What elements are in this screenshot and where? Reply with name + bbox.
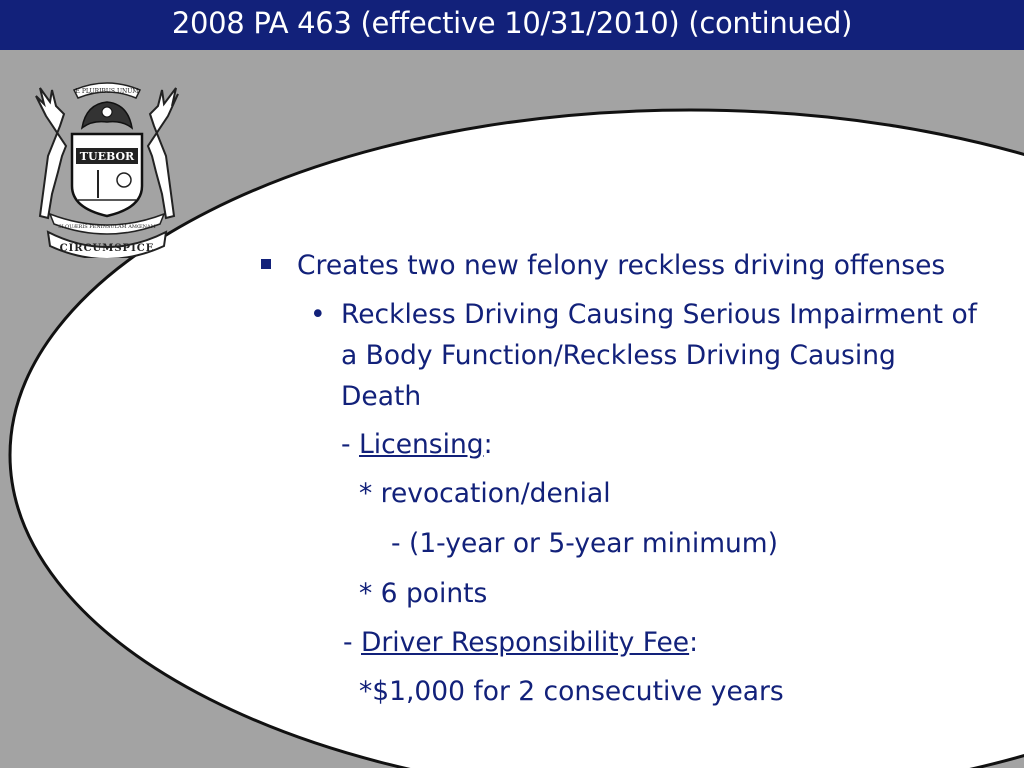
licensing-label: Licensing	[359, 429, 484, 460]
slide-title: 2008 PA 463 (effective 10/31/2010) (continued)	[171, 6, 853, 40]
seal-ribbon-latin: SI QUÆRIS PENINSULAM AMŒNAM	[58, 224, 156, 230]
level1-bullet-icon	[261, 259, 271, 269]
seal-bottom-motto: CIRCUMSPICE	[59, 243, 155, 254]
left-elk	[36, 88, 66, 218]
level2-line2: a Body Function/Reckless Driving Causing	[341, 340, 896, 371]
fee-label: Driver Responsibility Fee	[361, 627, 690, 658]
minimum-line: - (1-year or 5-year minimum)	[391, 528, 778, 559]
licensing-line	[341, 425, 493, 465]
fee-colon: :	[689, 627, 699, 658]
level2-line1: Reckless Driving Causing Serious Impairment of	[341, 299, 978, 330]
level2-line3: Death	[341, 381, 422, 412]
level1-text: Creates two new felony reckless driving offenses	[297, 250, 946, 281]
licensing-colon: :	[483, 429, 493, 460]
revocation-line: * revocation/denial	[359, 478, 611, 509]
fee-prefix: -	[343, 627, 361, 658]
right-moose	[148, 88, 178, 218]
seal-shield-motto: TUEBOR	[79, 150, 135, 163]
eagle-head	[102, 107, 112, 117]
michigan-seal-icon	[26, 76, 188, 258]
seal-top-motto: E PLURIBUS UNUM	[75, 88, 139, 95]
points-line: * 6 points	[359, 578, 488, 609]
title-bar	[0, 0, 1024, 50]
shield	[72, 134, 142, 216]
fee-amount-line: *$1,000 for 2 consecutive years	[359, 676, 784, 707]
level2-bullet-icon: •	[310, 299, 326, 330]
licensing-prefix: -	[341, 429, 359, 460]
fee-line	[343, 623, 698, 663]
